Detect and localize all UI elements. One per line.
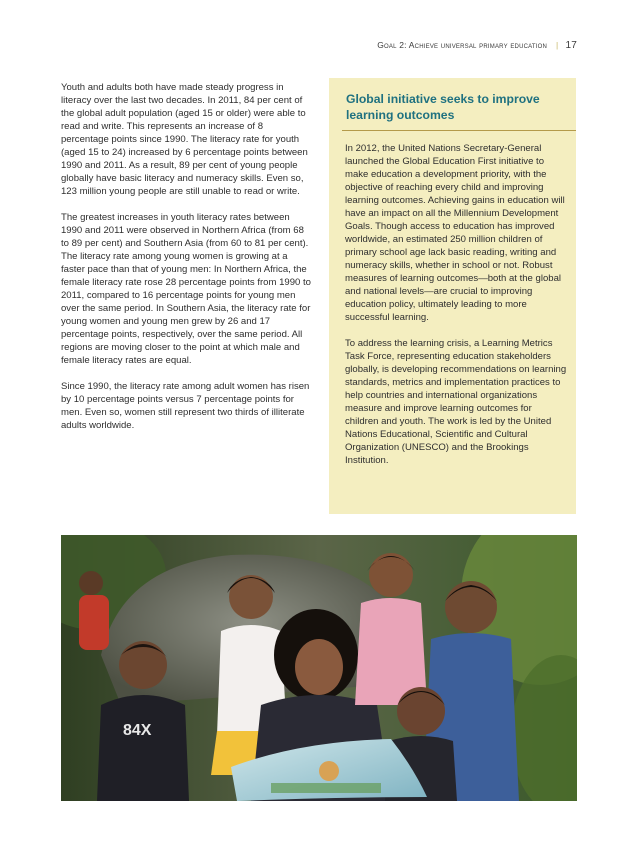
boy-left-body — [97, 695, 189, 801]
central-girl-face — [295, 639, 343, 695]
book-illustration-figure — [319, 761, 339, 781]
shirt-print: 84X — [123, 722, 152, 739]
body-paragraph: Since 1990, the literacy rate among adult women has risen by 10 percentage points versus 7 percentage points for men. Even so, women still represent two thirds of illiterate adults worldwide. — [61, 381, 310, 431]
child-background-red — [79, 595, 109, 650]
sidebar-paragraph: In 2012, the United Nations Secretary-General launched the Global Education First initiative to make education a development priority, with the objective of reaching every child and improving learning outcomes. Achieving gains in education will have an impact on all the Millennium Development Goals. Though access to education has improved worldwide, an estimated 250 million children of primary school age lack basic reading, writing and numeracy skills, whether in school or not. Robust measures of learning outcomes—both at the global and national levels—are crucial to improving education policy, ultimately leading to more successful learning. — [345, 143, 565, 323]
boy-left-head — [119, 641, 167, 689]
sidebar-box — [329, 78, 576, 514]
child-background-head — [79, 571, 103, 595]
main-text-column — [61, 81, 311, 445]
book-illustration-ground — [271, 783, 381, 793]
sidebar-title: Global initiative seeks to improve learning outcomes — [346, 92, 540, 122]
body-paragraph: Youth and adults both have made steady progress in literacy over the last two decades. In 2011, 84 per cent of the global adult population (aged 15 or older) were able to read and write. This represents an increase of 8 percentage points since 1990. The literacy rate for youth (aged 15 to 24) increased by 6 percentage points between 1990 and 2011. As a result, 89 per cent of young people globally have basic literacy and numeracy skills. Even so, 123 million young people are still unable to read or write. — [61, 82, 308, 197]
boy-front-head — [397, 687, 445, 735]
girl-yellow-head — [229, 575, 273, 619]
sidebar-body — [345, 142, 567, 480]
girl-pink-head — [369, 553, 413, 597]
chapter-title: Goal 2: Achieve universal primary education — [377, 40, 548, 50]
sidebar-paragraph: To address the learning crisis, a Learning Metrics Task Force, representing education stakeholders globally, is developing recommendations on learning standards, metrics and implementation practices to help countries and international organizations measure and improve learning outcomes for children and youth. The work is led by the United Nations Educational, Scientific and Cultural Organization (UNESCO) and the Brookings Institution. — [345, 338, 567, 466]
page-number: 17 — [565, 40, 577, 51]
sidebar-divider — [342, 130, 576, 131]
photo-children-reading — [61, 535, 577, 801]
running-head — [377, 40, 577, 51]
body-paragraph: The greatest increases in youth literacy rates between 1990 and 2011 were observed in Northern Africa (from 68 to 89 per cent) and Southern Asia (from 60 to 81 per cent). The literacy rate among young women is growing at a faster pace than that of young men: In Northern Africa, the female literacy rate rose 28 percentage points from 1990 to 2011, compared to 16 percentage points for young men over the same period. In Southern Asia, the literacy rate for young women and young men grew by 26 and 17 percentage points, respectively, over the same period. All regions are moving closer to the point at which male and female literacy rates are equal. — [61, 212, 311, 366]
header-separator: | — [556, 40, 559, 50]
boy-blue-head — [445, 581, 497, 633]
